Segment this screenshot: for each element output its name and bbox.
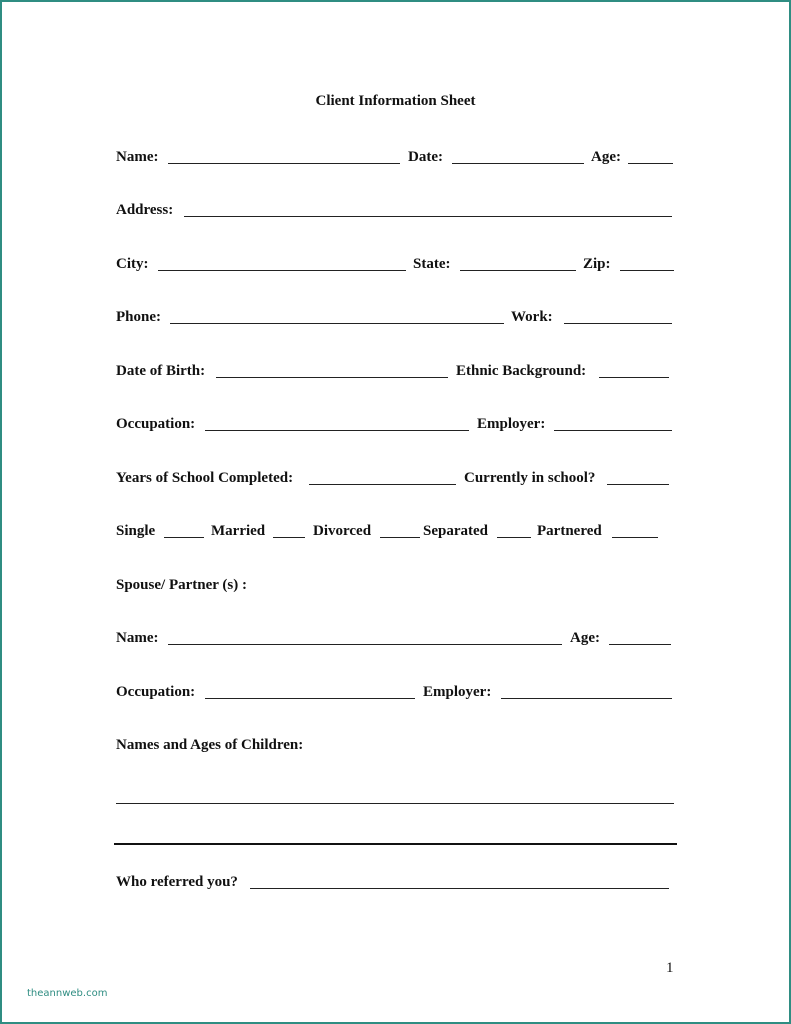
row-marital-status (116, 522, 676, 544)
in-school-field[interactable] (607, 484, 669, 485)
date-label: Date: (408, 149, 443, 165)
address-field[interactable] (184, 216, 672, 217)
spouse-name-field[interactable] (168, 644, 562, 645)
spouse-age-label: Age: (570, 630, 600, 646)
spouse-employer-label: Employer: (423, 684, 492, 700)
row-referred (116, 873, 676, 895)
occupation-label: Occupation: (116, 416, 196, 432)
dob-label: Date of Birth: (116, 363, 206, 379)
partnered-field[interactable] (612, 537, 658, 538)
page-number: 1 (666, 960, 674, 976)
row-spouse-name-age (116, 629, 676, 651)
spouse-heading: Spouse/ Partner (s) : (116, 577, 247, 593)
partnered-label: Partnered (537, 523, 602, 539)
zip-field[interactable] (620, 270, 674, 271)
single-label: Single (116, 523, 156, 539)
state-label: State: (413, 256, 451, 272)
employer-label: Employer: (477, 416, 546, 432)
name-label: Name: (116, 149, 159, 165)
row-dob-ethnic (116, 362, 676, 384)
occupation-field[interactable] (205, 430, 469, 431)
spouse-employer-field[interactable] (501, 698, 672, 699)
married-label: Married (211, 523, 266, 539)
row-name-date-age (116, 148, 676, 170)
spouse-occupation-field[interactable] (205, 698, 415, 699)
state-field[interactable] (460, 270, 576, 271)
row-spouse-occupation-employer (116, 683, 676, 705)
separated-label: Separated (423, 523, 488, 539)
ethnic-field[interactable] (599, 377, 669, 378)
single-field[interactable] (164, 537, 204, 538)
school-years-field[interactable] (309, 484, 456, 485)
watermark: theannweb.com (27, 988, 108, 999)
row-phone-work (116, 308, 676, 330)
children-field[interactable] (116, 803, 674, 804)
in-school-label: Currently in school? (464, 470, 596, 486)
divorced-field[interactable] (380, 537, 420, 538)
work-field[interactable] (564, 323, 672, 324)
phone-field[interactable] (170, 323, 504, 324)
form-title: Client Information Sheet (315, 93, 476, 109)
age-field[interactable] (628, 163, 673, 164)
phone-label: Phone: (116, 309, 161, 325)
divorced-label: Divorced (313, 523, 372, 539)
referred-field[interactable] (250, 888, 669, 889)
referred-label: Who referred you? (116, 874, 238, 890)
row-occupation-employer (116, 415, 676, 437)
row-school (116, 469, 676, 491)
dob-field[interactable] (216, 377, 448, 378)
row-city-state-zip (116, 255, 676, 277)
married-field[interactable] (273, 537, 305, 538)
city-field[interactable] (158, 270, 406, 271)
row-spouse-heading (116, 576, 676, 598)
separated-field[interactable] (497, 537, 531, 538)
zip-label: Zip: (583, 256, 611, 272)
employer-field[interactable] (554, 430, 672, 431)
children-label: Names and Ages of Children: (116, 737, 304, 753)
address-label: Address: (116, 202, 174, 218)
section-divider (114, 843, 677, 845)
city-label: City: (116, 256, 149, 272)
date-field[interactable] (452, 163, 584, 164)
spouse-name-label: Name: (116, 630, 159, 646)
ethnic-label: Ethnic Background: (456, 363, 587, 379)
spouse-occupation-label: Occupation: (116, 684, 196, 700)
spouse-age-field[interactable] (609, 644, 671, 645)
row-children-heading (116, 736, 676, 758)
work-label: Work: (511, 309, 553, 325)
row-address (116, 201, 676, 223)
age-label: Age: (591, 149, 621, 165)
school-years-label: Years of School Completed: (116, 470, 294, 486)
name-field[interactable] (168, 163, 400, 164)
